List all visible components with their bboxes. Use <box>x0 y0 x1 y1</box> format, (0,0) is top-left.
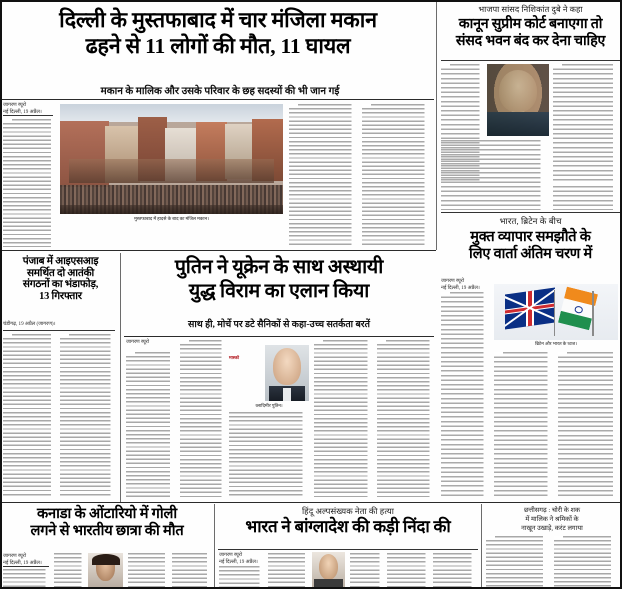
punjab-byline-agency: चंडीगढ़, 19 अप्रैल (जागरण)। <box>3 321 56 327</box>
fta-byline-dateline: नई दिल्ली, 19 अप्रैल। <box>441 285 480 292</box>
putin-body-col-2 <box>180 340 225 497</box>
punjab-story-header <box>3 256 118 303</box>
lead-headline-line1: दिल्ली के मुस्तफाबाद में चार मंजिला मकान <box>59 8 377 32</box>
bottom-band-rule <box>2 502 620 503</box>
vladimir-putin-photo <box>265 345 309 401</box>
chhattisgarh-line2: में मालिक ने श्रमिकों के <box>525 516 579 524</box>
canada-story-header <box>3 506 211 540</box>
dubey-story <box>441 4 620 50</box>
putin-rule <box>124 336 434 337</box>
dubey-body-col-3 <box>441 140 549 210</box>
vertical-rule-bottom-2 <box>481 504 482 588</box>
bangladesh-body-col-5 <box>433 553 475 587</box>
chhattisgarh-body-col-2 <box>554 536 616 587</box>
chhattisgarh-line3: नाखून उखाड़े, करंट लगाया <box>521 525 583 533</box>
canada-headline-line1: कनाडा के ओंटारियो में गोली <box>37 506 177 522</box>
canada-byline-dateline: नई दिल्ली, 19 अप्रैल। <box>3 560 42 567</box>
punjab-byline-rule <box>3 330 115 331</box>
punjab-headline-line4: 13 गिरफ्तार <box>39 290 82 302</box>
lead-byline-agency: जागरण ब्यूरो <box>3 102 27 108</box>
lead-headline-line2: ढहने से 11 लोगों की मौत, 11 घायल <box>85 34 351 59</box>
canada-headline-line2: लगने से भारतीय छात्रा की मौत <box>30 523 184 540</box>
putin-byline <box>126 339 174 346</box>
dubey-kicker: भाजपा सांसद निशिकांत दुबे ने कहा <box>478 5 583 14</box>
lead-body-col-1 <box>3 119 55 247</box>
lead-photo-caption: मुस्तफाबाद में हादसे के बाद का मंजिल मकान। <box>134 216 209 221</box>
putin-body-col-4 <box>314 340 372 497</box>
chhattisgarh-line1: छत्तीसगढ़ : चोरी के शक <box>523 507 581 514</box>
putin-photo-caption: व्लादिमीर पुतिन। <box>255 403 283 408</box>
canada-body-col-2 <box>54 553 84 587</box>
bangladesh-body-col-1 <box>219 566 263 587</box>
fta-byline <box>441 278 487 293</box>
putin-body-col-1 <box>126 352 174 497</box>
bangladesh-body-col-3 <box>350 553 382 587</box>
bangladesh-headline: भारत ने बांग्लादेश की कड़ी निंदा की <box>245 517 451 536</box>
uk-india-flags-photo <box>494 284 618 340</box>
putin-headline-line1: पुतिन ने यूक्रेन के साथ अस्थायी <box>174 257 384 278</box>
fta-body-col-3 <box>558 352 618 497</box>
putin-story-header <box>124 257 434 303</box>
lead-subhead-wrap <box>40 86 400 98</box>
vertical-rule-mid <box>120 253 121 503</box>
chhattisgarh-brief <box>486 506 618 534</box>
fta-top-rule <box>441 212 620 213</box>
fta-kicker: भारत, ब्रिटेन के बीच <box>499 216 562 226</box>
putin-byline-agency: जागरण ब्यूरो <box>126 339 150 345</box>
punjab-body-col-1 <box>3 334 55 497</box>
canada-body-col-1 <box>3 569 49 587</box>
dubey-body-col-4 <box>553 186 618 210</box>
vertical-rule-bottom-1 <box>214 504 215 588</box>
lead-divider-rule <box>2 99 434 100</box>
page-border-top <box>0 0 622 2</box>
byline-underline <box>3 115 53 116</box>
fta-headline-line1: मुक्त व्यापार समझौते के <box>470 229 591 245</box>
putin-subhead: साथ ही, मोर्चे पर डटे सैनिकों से कहा-उच्च सतर्कता बरतें <box>188 320 370 330</box>
punjab-body-col-2 <box>60 334 115 497</box>
bangladesh-byline-dateline: नई दिल्ली, 19 अप्रैल। <box>219 559 258 566</box>
fta-story-header <box>441 215 620 262</box>
bangladesh-story-header <box>218 506 478 537</box>
lead-byline-dateline: नई दिल्ली, 19 अप्रैल। <box>3 109 42 116</box>
putin-headline-line2: युद्ध विराम का एलान किया <box>188 280 370 302</box>
page-border-left <box>0 0 2 589</box>
dubey-rule <box>441 60 620 61</box>
bangladesh-rule <box>218 549 478 550</box>
canada-body-col-4 <box>172 553 210 587</box>
lead-body-col-2 <box>289 104 357 247</box>
canada-byline-rule <box>3 566 49 567</box>
punjab-headline-line3: संगठनों का भंडाफोड़, <box>22 279 99 291</box>
chhattisgarh-body-col-1 <box>486 536 548 587</box>
collapsed-building-photo <box>60 104 283 214</box>
lead-subhead: मकान के मालिक और उसके परिवार के छह सदस्यों की भी जान गई <box>100 86 340 97</box>
dubey-body-col-2 <box>553 64 618 182</box>
canada-byline-agency: जागरण ब्यूरो <box>3 553 27 559</box>
leader-portrait-photo <box>312 552 345 587</box>
lead-body-col-3 <box>362 104 430 247</box>
nishikant-dubey-photo <box>487 64 549 136</box>
lead-story-header <box>2 2 434 84</box>
dubey-headline-line1: कानून सुप्रीम कोर्ट बनाएगा तो <box>458 16 603 32</box>
bangladesh-byline-agency: जागरण ब्यूरो <box>219 552 243 558</box>
punjab-byline <box>3 321 115 328</box>
fta-byline-agency: जागरण ब्यूरो <box>441 278 465 284</box>
putin-body-col-5 <box>377 340 434 497</box>
fta-body-col-1 <box>441 292 487 497</box>
punjab-headline-line1: पंजाब में आइएसआइ <box>22 256 99 267</box>
fta-headline-line2: लिए वार्ता अंतिम चरण में <box>468 246 592 263</box>
fta-photo-caption: ब्रिटेन और भारत के ध्वज। <box>535 341 577 346</box>
bangladesh-body-col-4 <box>387 553 429 587</box>
vertical-rule-top <box>436 2 437 250</box>
bangladesh-byline <box>219 552 263 567</box>
fta-body-col-2 <box>494 352 552 497</box>
bangladesh-kicker: हिंदू अल्पसंख्यक नेता की हत्या <box>301 507 395 516</box>
putin-tag <box>229 346 263 364</box>
punjab-headline-line2: समर्थित दो आतंकी <box>26 267 95 279</box>
putin-tag-label: मास्को <box>229 355 239 360</box>
bangladesh-body-col-2 <box>268 553 308 587</box>
putin-body-col-3 <box>229 412 309 497</box>
mid-band-top-rule <box>2 250 436 251</box>
dubey-headline-line2: संसद भवन बंद कर देना चाहिए <box>455 32 606 49</box>
indian-student-photo <box>88 553 123 587</box>
putin-subhead-wrap <box>124 320 434 331</box>
canada-body-col-3 <box>128 553 168 587</box>
